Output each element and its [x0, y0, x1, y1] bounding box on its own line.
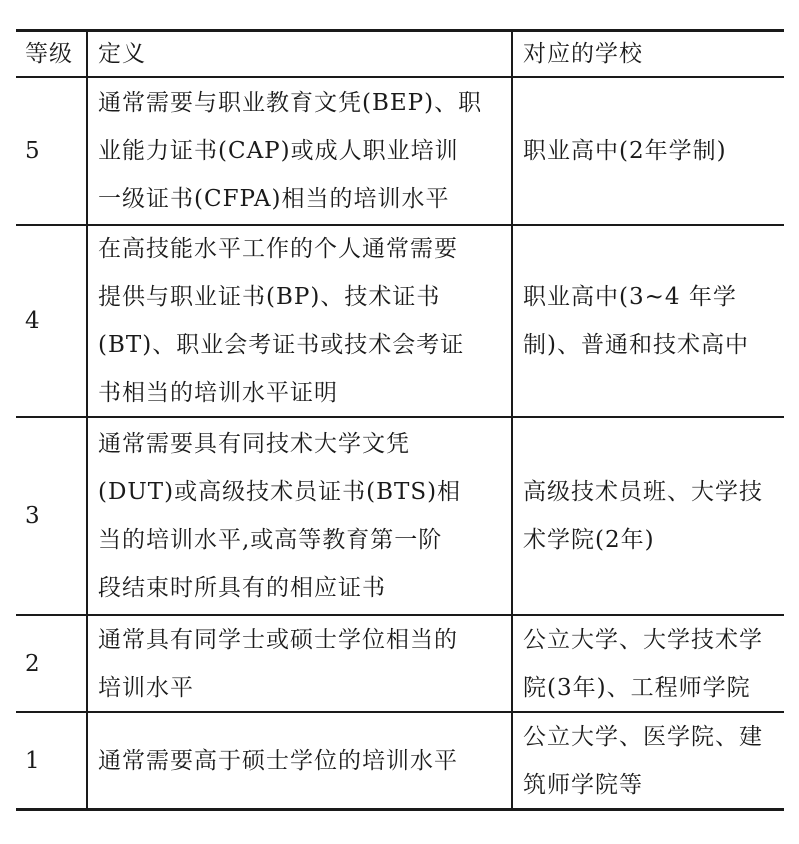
level-cell: 5 — [16, 78, 88, 224]
table-row-level-4 — [16, 226, 784, 418]
definition-cell — [88, 78, 513, 224]
school-line: 制)、普通和技术高中 — [523, 332, 749, 358]
definition-cell — [88, 713, 513, 808]
definition-line: (BT)、职业会考证书或技术会考证 — [98, 332, 465, 358]
school-line: 筑师学院等 — [523, 771, 643, 798]
definition-line: 通常需要具有同技术大学文凭 — [98, 431, 410, 457]
table-row-level-3 — [16, 418, 784, 616]
level-cell: 3 — [16, 418, 88, 614]
school-line: 高级技术员班、大学技 — [523, 479, 763, 505]
definition-line: 一级证书(CFPA)相当的培训水平 — [98, 186, 450, 212]
definition-line: 通常具有同学士或硕士学位相当的 — [98, 626, 458, 653]
school-cell — [513, 78, 784, 224]
level-cell: 2 — [16, 616, 88, 711]
definition-line: 提供与职业证书(BP)、技术证书 — [98, 284, 441, 310]
school-cell — [513, 616, 784, 711]
definition-line: 通常需要与职业教育文凭(BEP)、职 — [98, 90, 483, 116]
table-row-level-5 — [16, 78, 784, 226]
definition-line: (DUT)或高级技术员证书(BTS)相 — [98, 479, 462, 505]
school-line: 职业高中(3~4 年学 — [523, 284, 737, 310]
table-header-row — [16, 32, 784, 78]
school-cell — [513, 418, 784, 614]
definition-line: 在高技能水平工作的个人通常需要 — [98, 236, 458, 262]
school-line: 院(3年)、工程师学院 — [523, 674, 751, 701]
header-level: 等级 — [16, 32, 88, 76]
definition-line: 书相当的培训水平证明 — [98, 380, 338, 406]
definition-line: 通常需要高于硕士学位的培训水平 — [98, 747, 458, 774]
school-line: 公立大学、医学院、建 — [523, 723, 763, 750]
definition-cell — [88, 616, 513, 711]
school-line: 术学院(2年) — [523, 527, 655, 553]
definition-cell — [88, 226, 513, 416]
level-cell: 1 — [16, 713, 88, 808]
school-line: 公立大学、大学技术学 — [523, 626, 763, 653]
school-cell — [513, 713, 784, 808]
definition-line: 培训水平 — [98, 674, 194, 701]
school-cell — [513, 226, 784, 416]
qualification-levels-table — [16, 29, 784, 811]
table-row-level-1 — [16, 713, 784, 808]
table-row-level-2 — [16, 616, 784, 713]
definition-line: 业能力证书(CAP)或成人职业培训 — [98, 138, 459, 164]
definition-line: 段结束时所具有的相应证书 — [98, 575, 386, 601]
definition-line: 当的培训水平,或高等教育第一阶 — [98, 527, 443, 553]
level-cell: 4 — [16, 226, 88, 416]
definition-cell — [88, 418, 513, 614]
header-definition: 定义 — [88, 32, 513, 76]
school-line: 职业高中(2年学制) — [523, 138, 727, 164]
header-school: 对应的学校 — [523, 41, 643, 67]
